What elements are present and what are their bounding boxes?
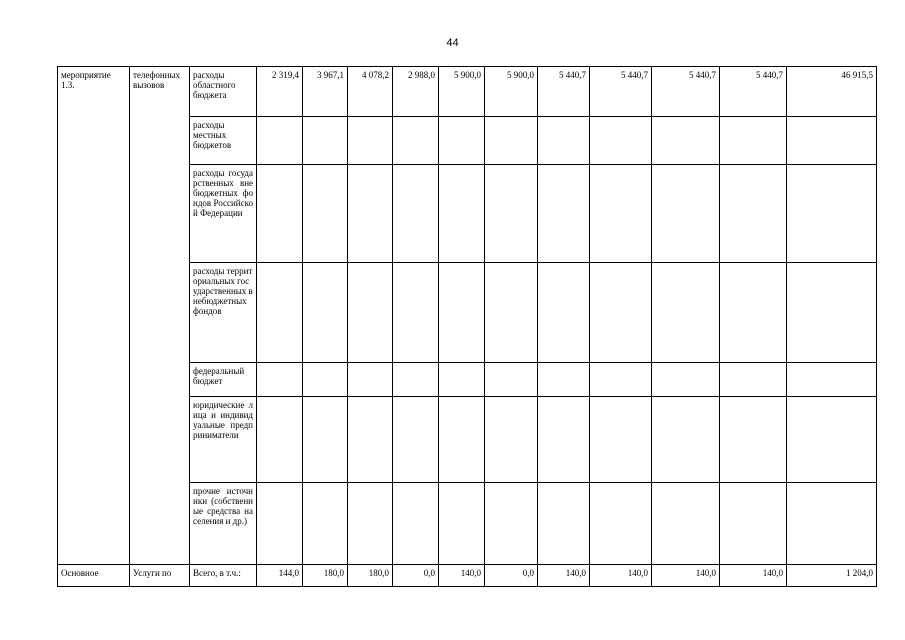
total-cell: [787, 397, 877, 483]
value-cell: [590, 117, 652, 165]
value-cell: [485, 263, 538, 363]
value-cell: [652, 165, 720, 263]
funding-source-cell: прочие источники (собственные средства населения и др.): [190, 483, 257, 565]
total-cell: 1 204,0: [787, 565, 877, 587]
value-cell: [538, 117, 590, 165]
value-cell: [538, 397, 590, 483]
value-cell: [439, 165, 485, 263]
funding-source-cell: Всего, в т.ч.:: [190, 565, 257, 587]
value-cell: [393, 263, 439, 363]
value-cell: [393, 363, 439, 397]
value-cell: [393, 483, 439, 565]
funding-source-cell: расходы государственных внебюджетных фондов Российской Федерации: [190, 165, 257, 263]
value-cell: 144,0: [257, 565, 303, 587]
value-cell: [393, 397, 439, 483]
budget-table: [57, 66, 877, 587]
value-cell: 5 440,7: [590, 67, 652, 117]
value-cell: 140,0: [720, 565, 787, 587]
value-cell: [652, 363, 720, 397]
value-cell: [303, 363, 348, 397]
value-cell: [257, 483, 303, 565]
funding-source-cell: расходы местных бюджетов: [190, 117, 257, 165]
value-cell: 2 319,4: [257, 67, 303, 117]
value-cell: [590, 263, 652, 363]
value-cell: [485, 483, 538, 565]
measure-cell: мероприятие 1.3.: [58, 67, 130, 565]
value-cell: [720, 117, 787, 165]
value-cell: 5 900,0: [439, 67, 485, 117]
value-cell: [303, 263, 348, 363]
value-cell: [303, 165, 348, 263]
value-cell: 5 900,0: [485, 67, 538, 117]
value-cell: [348, 263, 393, 363]
table-row: [58, 565, 877, 587]
value-cell: 180,0: [303, 565, 348, 587]
value-cell: [652, 397, 720, 483]
value-cell: [348, 117, 393, 165]
value-cell: 2 988,0: [393, 67, 439, 117]
value-cell: [257, 165, 303, 263]
value-cell: [303, 397, 348, 483]
value-cell: [257, 363, 303, 397]
value-cell: [348, 165, 393, 263]
value-cell: [720, 397, 787, 483]
value-cell: 3 967,1: [303, 67, 348, 117]
value-cell: 5 440,7: [720, 67, 787, 117]
value-cell: [348, 483, 393, 565]
value-cell: 140,0: [590, 565, 652, 587]
description-cell: Услуги по: [130, 565, 190, 587]
value-cell: [720, 363, 787, 397]
value-cell: 0,0: [393, 565, 439, 587]
value-cell: 140,0: [439, 565, 485, 587]
value-cell: [303, 117, 348, 165]
value-cell: [590, 397, 652, 483]
funding-source-cell: федеральный бюджет: [190, 363, 257, 397]
value-cell: [257, 397, 303, 483]
value-cell: [538, 363, 590, 397]
value-cell: [348, 363, 393, 397]
total-cell: [787, 263, 877, 363]
value-cell: [485, 363, 538, 397]
value-cell: [590, 483, 652, 565]
value-cell: [652, 483, 720, 565]
value-cell: 4 078,2: [348, 67, 393, 117]
value-cell: [720, 263, 787, 363]
value-cell: 0,0: [485, 565, 538, 587]
value-cell: [652, 117, 720, 165]
value-cell: [485, 165, 538, 263]
value-cell: [538, 263, 590, 363]
value-cell: [257, 263, 303, 363]
value-cell: 180,0: [348, 565, 393, 587]
value-cell: [439, 117, 485, 165]
funding-source-cell: расходы областного бюджета: [190, 67, 257, 117]
value-cell: [485, 117, 538, 165]
measure-cell: Основное: [58, 565, 130, 587]
value-cell: [720, 483, 787, 565]
description-cell: телефонных вызовов: [130, 67, 190, 565]
value-cell: 5 440,7: [652, 67, 720, 117]
value-cell: 140,0: [538, 565, 590, 587]
page-number: 44: [446, 37, 459, 49]
value-cell: 140,0: [652, 565, 720, 587]
value-cell: [393, 117, 439, 165]
value-cell: 5 440,7: [538, 67, 590, 117]
value-cell: [303, 483, 348, 565]
funding-source-cell: юридические лица и индивидуальные предприниматели: [190, 397, 257, 483]
value-cell: [720, 165, 787, 263]
value-cell: [439, 363, 485, 397]
value-cell: [590, 165, 652, 263]
value-cell: [439, 397, 485, 483]
total-cell: [787, 165, 877, 263]
value-cell: [257, 117, 303, 165]
total-cell: [787, 483, 877, 565]
value-cell: [348, 397, 393, 483]
funding-source-cell: расходы территориальных государственных внебюджетных фондов: [190, 263, 257, 363]
value-cell: [439, 483, 485, 565]
value-cell: [538, 483, 590, 565]
value-cell: [652, 263, 720, 363]
value-cell: [590, 363, 652, 397]
value-cell: [393, 165, 439, 263]
table-row: [58, 67, 877, 117]
total-cell: [787, 363, 877, 397]
total-cell: [787, 117, 877, 165]
value-cell: [485, 397, 538, 483]
total-cell: 46 915,5: [787, 67, 877, 117]
value-cell: [439, 263, 485, 363]
value-cell: [538, 165, 590, 263]
